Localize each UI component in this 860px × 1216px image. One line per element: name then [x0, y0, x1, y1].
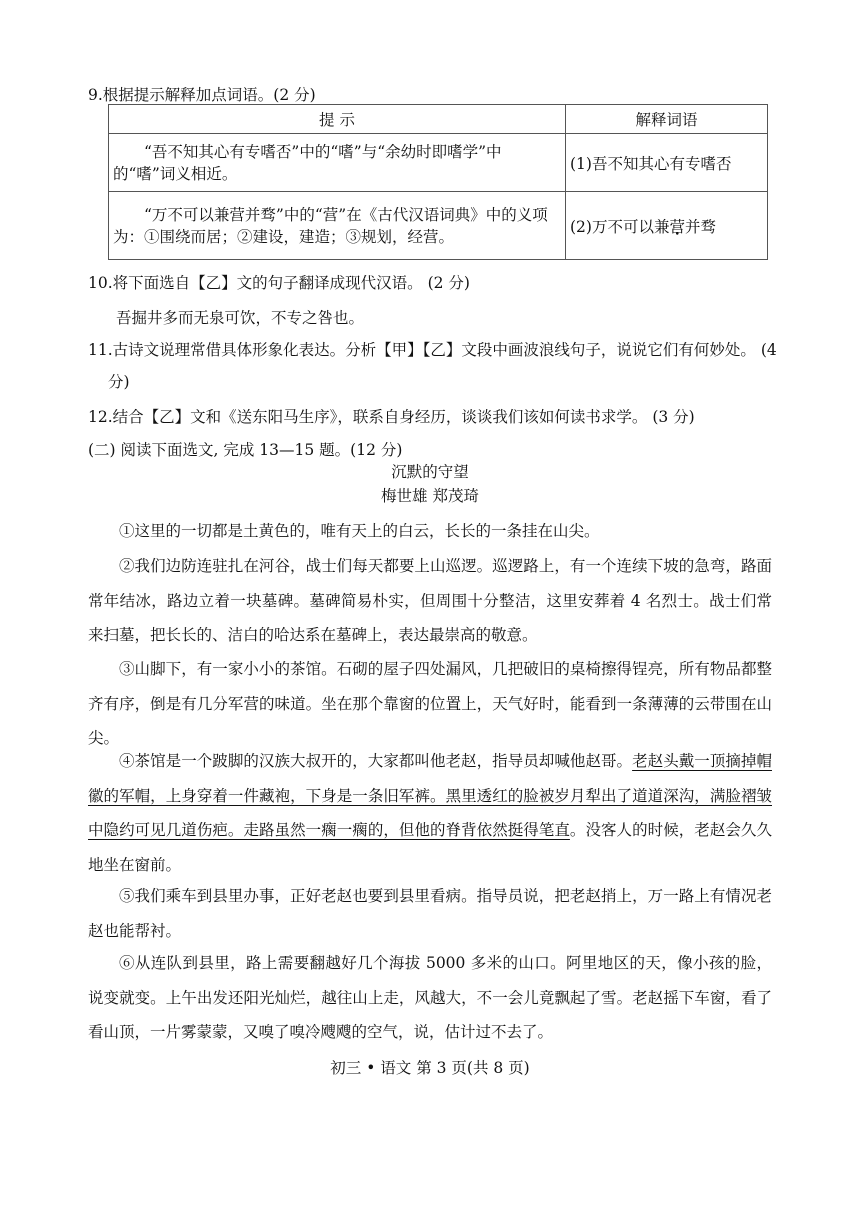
- item-2-pre: (2)万不可以兼: [570, 217, 670, 236]
- paragraph-2: ②我们边防连驻扎在河谷，战士们每天都要上山巡逻。巡逻路上，有一个连续下坡的急弯，路面常年结冰，路边立着一块墓碑。墓碑简易朴实，但周围十分整洁，这里安葬着 4 名烈士。战士们常来扫墓，把长长的、洁白的哈达系在墓碑上，表达最崇高的敬意。: [88, 557, 773, 644]
- hint-2: “万不可以兼营并骛”中的“营”在《古代汉语词典》中的义项为：①围绕而居；②建设，建造；③规划，经营。: [113, 205, 548, 246]
- table-cell-hint: [109, 134, 566, 192]
- article-title: 沉默的守望: [391, 463, 469, 481]
- q10-sentence: 吾掘井多而无泉可饮，不专之咎也。: [116, 309, 365, 327]
- q10-title: 10.将下面选自【乙】文的句子翻译成现代汉语。 (2 分): [88, 274, 470, 292]
- hint-1: “吾不知其心有专嗜否”中的“嗜”与“余幼时即嗜学”中的“嗜”词义相近。: [113, 142, 502, 183]
- paragraph-5: ⑤我们乘车到县里办事，正好老赵也要到县里看病。指导员说，把老赵捎上，万一路上有情况老赵也能帮衬。: [88, 887, 772, 940]
- paragraph-4-post: 。没客人的时候，老赵会久久地坐在窗前。: [88, 821, 772, 874]
- q11-text: 11.古诗文说理常借具体形象化表达。分析【甲】【乙】文段中画波浪线句子，说说它们有何妙处。 (4 分): [88, 341, 777, 391]
- table-header-row: [109, 105, 768, 134]
- q12-text: 12.结合【乙】文和《送东阳马生序》，联系自身经历，谈谈我们该如何读书求学。 (3 分): [88, 408, 695, 426]
- table-cell-hint: [109, 192, 566, 260]
- paragraph-3: ③山脚下，有一家小小的茶馆。石砌的屋子四处漏风，几把破旧的桌椅擦得锃亮，所有物品都整齐有序，倒是有几分军营的味道。坐在那个靠窗的位置上，天气好时，能看到一条薄薄的云带围在山尖。: [88, 660, 772, 747]
- table-header-hint: 提 示: [109, 105, 566, 134]
- article-authors: 梅世雄 郑茂琦: [381, 487, 479, 505]
- item-2-post: 并骛: [684, 217, 716, 236]
- hint-table: [108, 104, 768, 260]
- paragraph-4: [88, 744, 772, 882]
- paragraph-1: ①这里的一切都是土黄色的，唯有天上的白云，长长的一条挂在山尖。: [119, 522, 600, 540]
- table-cell-item: (1)吾不知其心有专嗜否: [566, 134, 768, 192]
- page-footer: 初三 • 语文 第 3 页(共 8 页): [330, 1059, 530, 1077]
- wavy-underlined-sentence: 老赵头戴一顶摘掉帽徽的军帽，上身穿着一件藏袍，下身是一条旧军裤。黑里透红的脸被岁月犁出了道道深沟，满脸褶皱中隐约可见几道伤疤。走路虽然一瘸一瘸的，但他的脊背依然挺得笔直: [88, 752, 772, 839]
- table-row: [109, 134, 768, 192]
- q9-title: 9.根据提示解释加点词语。(2 分): [88, 86, 316, 104]
- table-header-answer: 解释词语: [566, 105, 768, 134]
- table-row: [109, 192, 768, 260]
- paragraph-4-pre: ④茶馆是一个跛脚的汉族大叔开的，大家都叫他老赵，指导员却喊他赵哥。: [119, 752, 633, 770]
- paragraph-6: ⑥从连队到县里，路上需要翻越好几个海拔 5000 多米的山口。阿里地区的天，像小孩的脸，说变就变。上午出发还阳光灿烂，越往山上走，风越大，不一会儿竟飘起了雪。老赵摇下车窗，看了看山顶，一片雾蒙蒙，又嗅了嗅冷飕飕的空气，说，估计过不去了。: [88, 954, 772, 1041]
- section2-intro: (二) 阅读下面选文, 完成 13—15 题。(12 分): [88, 441, 403, 459]
- dotted-word: 营: [669, 217, 685, 236]
- table-cell-item: [566, 192, 768, 260]
